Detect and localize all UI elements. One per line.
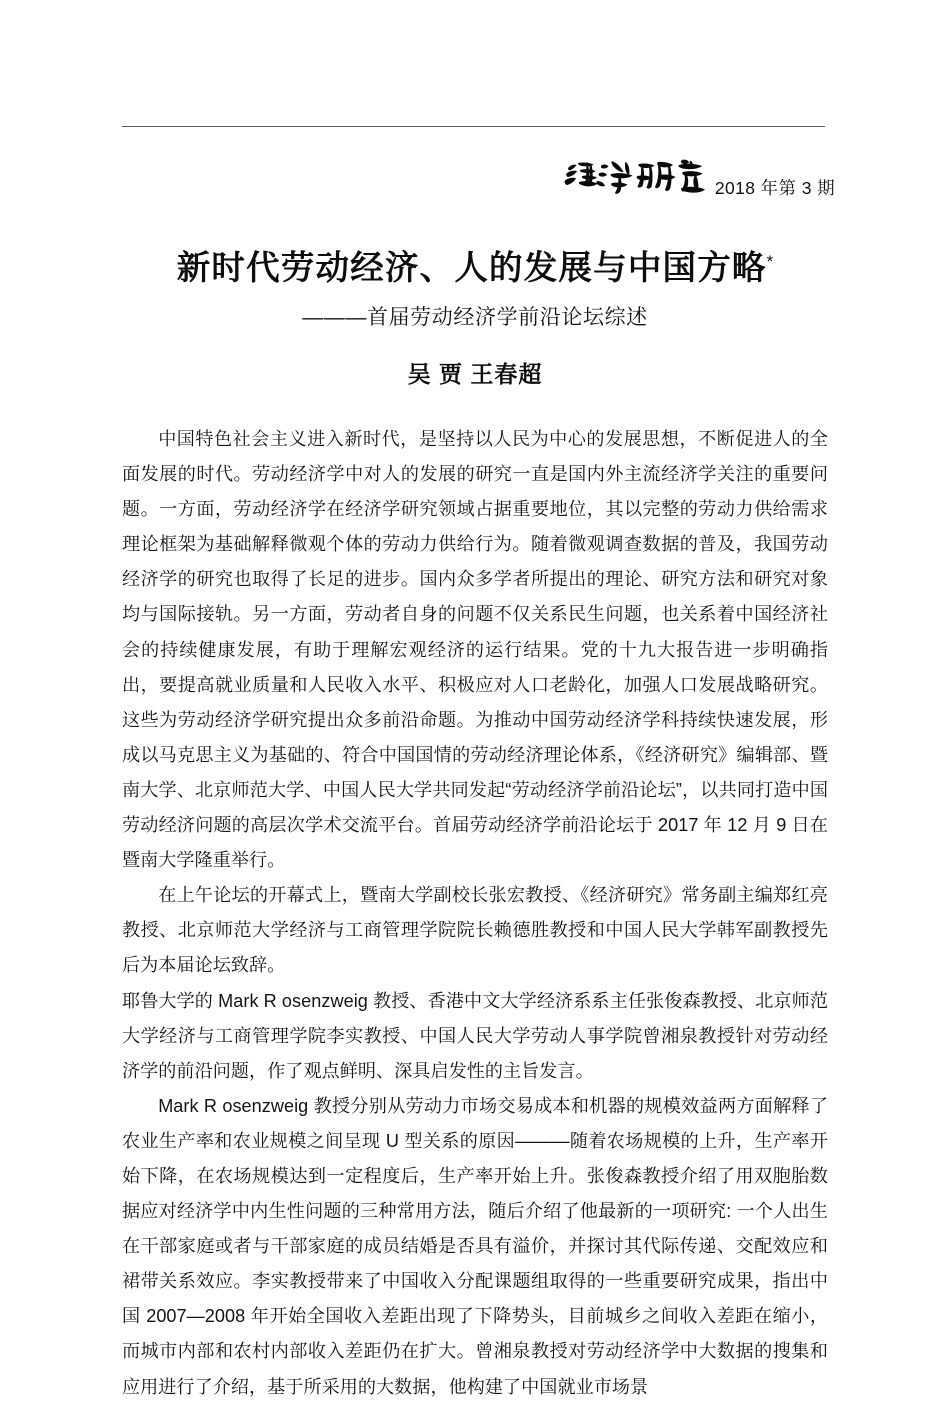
paragraph-4: Mark R osenzweig 教授分别从劳动力市场交易成本和机器的规模效益两方面解释了农业生产率和农业规模之间呈现 U 型关系的原因———随着农场规模的上升，生产率开始下降，在农场规模达到一定程度后，生产率开始上升。张俊森教授介绍了用双胞胎数据应对经济学中内生性问题的三种常用方法，随后介绍了他最新的一项研究: 一个人出生在干部家庭或者与干部家庭的成员结婚是否具有溢价，并探讨其代际传递、交配效应和裙带关系效应。李实教授带来了中国收入分配课题组取得的一些重要研究成果，指出中国 2007—2008 年开始全国收入差距出现了下降势头，目前城乡之间收入差距在缩小，而城市内部和农村内部收入差距仍在扩大。曾湘泉教授对劳动经济学中大数据的搜集和应用进行了介绍，基于所采用的大数据，他构建了中国就业市场景	[122, 1095, 828, 1397]
page-title	[0, 248, 950, 290]
issue-label: 2018 年第 3 期	[714, 177, 835, 198]
title-footnote-marker: *	[766, 252, 774, 272]
page-title-text: 新时代劳动经济、人的发展与中国方略	[176, 250, 767, 288]
paragraph-2: 在上午论坛的开幕式上，暨南大学副校长张宏教授、《经济研究》常务副主编郑红亮教授、北京师范大学经济与工商管理学院院长赖德胜教授和中国人民大学韩军副教授先后为本届论坛致辞。	[122, 885, 828, 976]
journal-logo-calligraphy	[560, 152, 712, 198]
paragraph-1: 中国特色社会主义进入新时代，是坚持以人民为中心的发展思想，不断促进人的全面发展的时代。劳动经济学中对人的发展的研究一直是国内外主流经济学关注的重要问题。一方面，劳动经济学在经济学研究领域占据重要地位，其以完整的劳动力供给需求理论框架为基础解释微观个体的劳动力供给行为。随着微观调查数据的普及，我国劳动经济学的研究也取得了长足的进步。国内众多学者所提出的理论、研究方法和研究对象均与国际接轨。另一方面，劳动者自身的问题不仅关系民生问题，也关系着中国经济社会的持续健康发展，有助于理解宏观经济的运行结果。党的十九大报告进一步明确指出，要提高就业质量和人民收入水平、积极应对人口老龄化，加强人口发展战略研究。这些为劳动经济学研究提出众多前沿命题。为推动中国劳动经济学科持续快速发展，形成以马克思主义为基础的、符合中国国情的劳动经济理论体系，《经济研究》编辑部、暨南大学、北京师范大学、中国人民大学共同发起“劳动经济学前沿论坛”，以共同打造中国劳动经济问题的高层次学术交流平台。首届劳动经济学前沿论坛于 2017 年 12 月 9 日在暨南大学隆重举行。	[122, 429, 828, 871]
header-divider	[122, 126, 825, 127]
page-subtitle: ———首届劳动经济学前沿论坛综述	[302, 306, 648, 329]
masthead	[560, 152, 835, 198]
article-body	[122, 422, 828, 1405]
paragraph-3: 耶鲁大学的 Mark R osenzweig 教授、香港中文大学经济系系主任张俊森教授、北京师范大学经济与工商管理学院李实教授、中国人民大学劳动人事学院曾湘泉教授针对劳动经济学的前沿问题，作了观点鲜明、深具启发性的主旨发言。	[122, 990, 828, 1081]
author-list: 吴 贾 王春超	[407, 361, 543, 387]
